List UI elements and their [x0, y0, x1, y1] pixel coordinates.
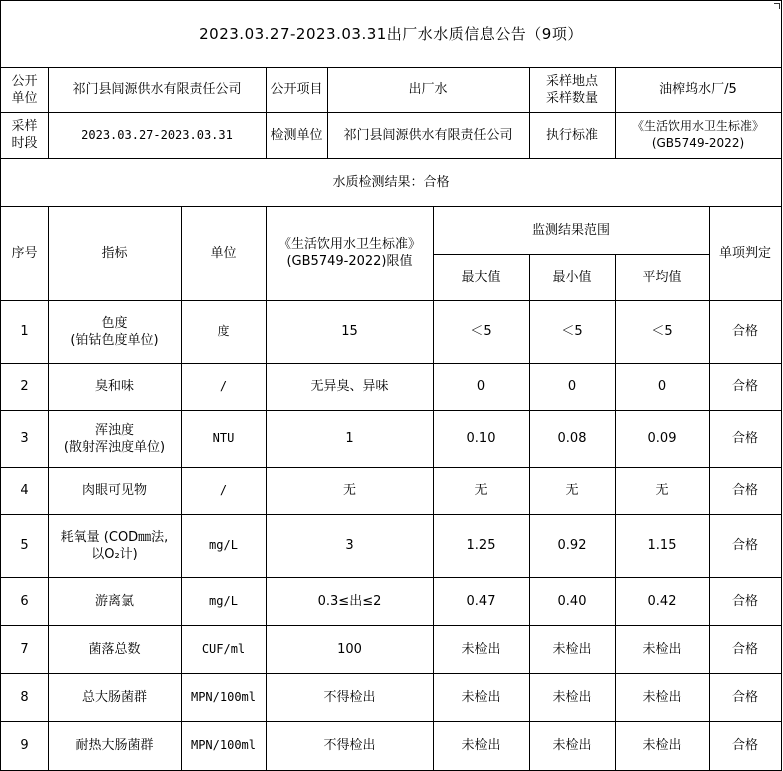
public-item-label: 公开项目	[270, 82, 323, 97]
cell-judgement: 合格	[731, 324, 758, 339]
grid-line	[0, 0, 1, 771]
header-range: 监测结果范围	[531, 222, 610, 238]
cell-min: 未检出	[552, 641, 592, 657]
cell-indicator: 游离氯	[94, 593, 134, 609]
cell-seq: 9	[20, 738, 29, 753]
header-judgement: 单项判定	[718, 245, 771, 261]
cell-unit: /	[219, 379, 228, 393]
cell-seq: 8	[20, 689, 29, 705]
cell-min: 0.40	[557, 593, 587, 609]
period-label: 采样 时段	[11, 119, 38, 151]
cell-max: 无	[474, 483, 488, 498]
cell-unit: mg/L	[209, 538, 238, 552]
cell-indicator: 耐热大肠菌群	[75, 738, 154, 753]
cell-limit: 不得检出	[323, 689, 376, 705]
grid-line	[529, 254, 530, 771]
grid-line	[0, 673, 782, 674]
cell-seq: 3	[20, 431, 29, 446]
sampling-label: 采样地点 采样数量	[545, 73, 598, 106]
grid-line	[266, 206, 267, 771]
notice-title: 2023.03.27-2023.03.31出厂水水质信息公告（9项）	[199, 24, 583, 43]
grid-line	[0, 363, 782, 364]
standard-value: 《生活饮用水卫生标准》 (GB5749-2022)	[631, 119, 764, 150]
cell-judgement: 合格	[731, 431, 758, 446]
grid-line	[0, 67, 782, 68]
grid-line	[433, 206, 434, 771]
cell-judgement: 合格	[731, 738, 758, 753]
cell-limit: 1	[345, 431, 354, 446]
cell-judgement: 合格	[731, 689, 758, 705]
grid-line	[0, 410, 782, 411]
header-avg: 平均值	[642, 269, 682, 285]
cell-seq: 1	[20, 324, 29, 339]
grid-line	[615, 254, 616, 771]
header-limit: 《生活饮用水卫生标准》 (GB5749-2022)限值	[277, 237, 421, 269]
cell-limit: 不得检出	[323, 738, 376, 753]
grid-line	[0, 577, 782, 578]
grid-line	[0, 625, 782, 626]
cell-unit: NTU	[212, 431, 235, 445]
cell-unit: MPN/100ml	[190, 689, 257, 704]
header-indicator: 指标	[101, 245, 128, 261]
header-seq: 序号	[11, 245, 38, 261]
cell-indicator: 肉眼可见物	[81, 483, 147, 498]
cell-limit: 无异臭、异味	[310, 379, 389, 394]
cell-seq: 6	[20, 593, 29, 609]
cell-avg: 0.09	[647, 431, 677, 446]
cell-avg: 无	[655, 483, 669, 498]
cell-min: 0	[567, 379, 577, 394]
cell-judgement: 合格	[731, 593, 758, 609]
cell-min: 无	[565, 483, 579, 498]
grid-line	[181, 206, 182, 771]
cell-max: 未检出	[461, 689, 501, 705]
cell-limit: 100	[337, 641, 362, 657]
grid-line	[709, 206, 710, 771]
cell-indicator: 色度 (铂钴色度单位)	[70, 315, 159, 348]
cell-indicator: 浑浊度 (散射浑浊度单位)	[63, 422, 166, 455]
cell-avg: 0.42	[647, 593, 677, 609]
public-item-value: 出厂水	[408, 82, 448, 97]
grid-line	[0, 112, 782, 113]
cell-max: ＜5	[470, 324, 492, 339]
grid-line	[781, 0, 782, 771]
cell-unit: MPN/100ml	[190, 738, 257, 752]
grid-line	[529, 67, 530, 159]
cell-indicator: 臭和味	[94, 379, 134, 394]
cell-judgement: 合格	[731, 379, 758, 394]
cell-avg: ＜5	[651, 324, 673, 339]
cell-min: 未检出	[552, 738, 592, 753]
header-max: 最大值	[461, 269, 501, 285]
cell-max: 未检出	[461, 738, 501, 753]
cell-min: ＜5	[561, 324, 583, 339]
header-unit: 单位	[210, 245, 237, 261]
grid-line	[48, 206, 49, 771]
grid-line	[48, 67, 49, 159]
cell-indicator: 总大肠菌群	[81, 689, 147, 705]
testing-unit-value: 祁门县闾源供水有限责任公司	[343, 127, 513, 143]
grid-line	[0, 0, 782, 1]
grid-line	[0, 300, 782, 301]
cell-indicator: 菌落总数	[88, 641, 141, 657]
grid-line	[0, 721, 782, 722]
cell-max: 0.47	[466, 593, 496, 609]
cell-unit: CUF/ml	[201, 641, 246, 656]
grid-line	[0, 467, 782, 468]
sampling-value: 油榨坞水厂/5	[659, 82, 737, 97]
cell-avg: 0	[657, 379, 667, 394]
cell-limit: 0.3≤出≤2	[317, 593, 382, 609]
cell-seq: 4	[20, 483, 29, 498]
cell-seq: 2	[20, 379, 29, 394]
cell-avg: 未检出	[642, 689, 682, 705]
cell-max: 1.25	[466, 538, 496, 553]
cell-avg: 1.15	[647, 538, 677, 553]
cell-limit: 无	[342, 483, 356, 498]
cell-avg: 未检出	[642, 641, 682, 657]
grid-line	[0, 206, 782, 207]
grid-line	[433, 254, 710, 255]
cell-min: 0.08	[557, 431, 587, 446]
result-summary: 水质检测结果：合格	[332, 174, 450, 190]
grid-line	[0, 158, 782, 159]
cell-min: 未检出	[552, 689, 592, 705]
grid-line	[327, 67, 328, 159]
standard-label: 执行标准	[545, 127, 598, 143]
cell-indicator: 耗氧量 (COD㎜法, 以O₂计)	[60, 529, 169, 562]
grid-line	[0, 514, 782, 515]
cell-avg: 未检出	[642, 738, 682, 753]
cell-seq: 5	[20, 538, 29, 553]
cell-max: 0	[476, 379, 486, 394]
cell-judgement: 合格	[731, 483, 758, 498]
cell-limit: 15	[341, 324, 358, 339]
cell-judgement: 合格	[731, 641, 758, 657]
cell-max: 0.10	[466, 431, 496, 446]
cell-min: 0.92	[557, 538, 587, 553]
cell-limit: 3	[345, 538, 354, 553]
cell-judgement: 合格	[731, 538, 758, 553]
period-value: 2023.03.27-2023.03.31	[81, 127, 233, 142]
grid-line	[615, 67, 616, 159]
public-unit-label: 公开 单位	[11, 73, 38, 106]
grid-line	[266, 67, 267, 159]
cell-seq: 7	[20, 641, 29, 657]
cell-max: 未检出	[461, 641, 501, 657]
public-unit-value: 祁门县闾源供水有限责任公司	[72, 82, 242, 97]
header-min: 最小值	[552, 269, 592, 285]
cell-unit: mg/L	[209, 593, 238, 608]
testing-unit-label: 检测单位	[270, 127, 323, 143]
cell-unit: 度	[217, 324, 230, 338]
cell-unit: /	[219, 483, 228, 497]
